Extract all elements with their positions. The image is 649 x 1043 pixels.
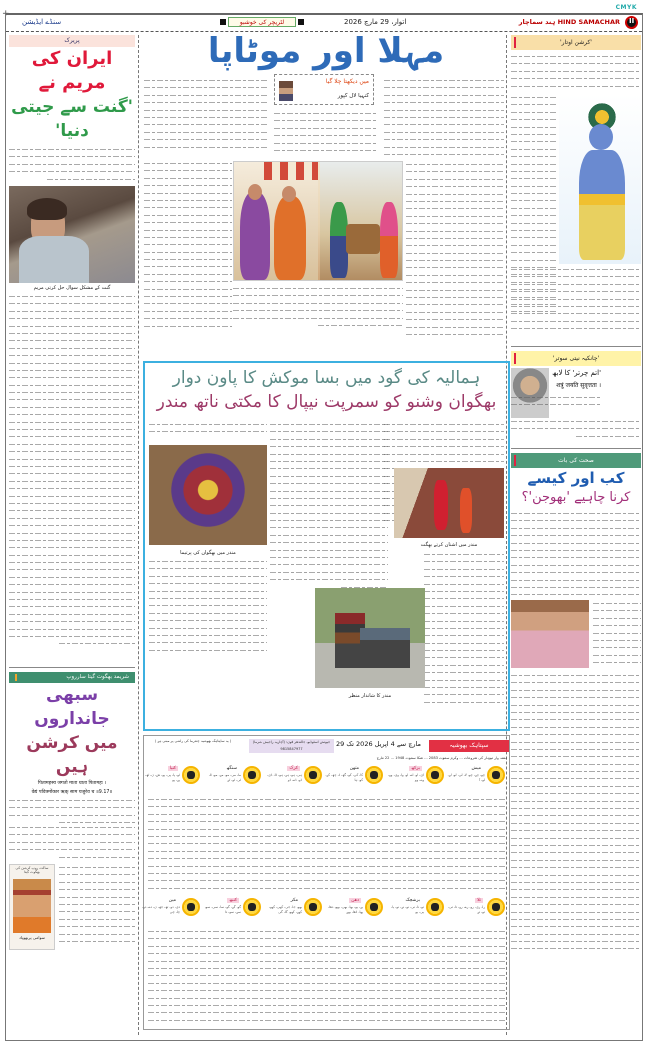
gita-commentary (59, 864, 135, 950)
crop-mark: + (2, 9, 10, 19)
krishna-body (511, 53, 641, 93)
newspaper-page (5, 13, 643, 1041)
logo-icon (625, 16, 638, 29)
sign-letters: ای، او، اے، او، وا، وی، وو، وے، وو (388, 773, 424, 782)
main-article-col-right (384, 77, 504, 159)
feature-body-left (149, 421, 267, 441)
chanakya-portrait (511, 368, 549, 418)
masthead (6, 15, 642, 32)
chanakya-meaning (511, 394, 601, 410)
issue-date: اتوار، 29 مارچ 2026 (344, 18, 407, 26)
health-tips-continued (511, 672, 641, 972)
gemini-icon (365, 766, 383, 784)
sign-letters: ٹو، پا، پی، پو، ش، ن، ٹھ، پے، پو (145, 773, 180, 782)
sign-letters: بھو، جا، جی، کھی، کھو، کھے، کھو، گا، گی (268, 905, 302, 914)
sign-name: میش (471, 766, 481, 771)
face (248, 184, 262, 200)
health-tips (593, 600, 641, 668)
scorpio-icon (426, 898, 444, 916)
health-body (511, 510, 641, 600)
sign-letters: دی، دو، تھ، جھ، ن، دے، دو، چا، چی (142, 905, 180, 914)
sanskrit-verse-2: वेद्यं पवित्रमोंकार ऋक् साम यजुरेव च ॥9.17॥ (31, 790, 113, 795)
brand-urdu: ہند سماچار (518, 18, 556, 26)
left-column (9, 35, 135, 954)
illustration-women-scenes (233, 161, 403, 281)
sign-letters: چو، چے، چو، لا، لی، لو، لے، لو، آ (447, 773, 485, 782)
virgo-icon (182, 766, 200, 784)
chanakya-quote-sanskrit: शत्रुं जयति सुवृत्तता । (556, 382, 601, 389)
main-headline: مہلا اور موٹاپا (207, 31, 445, 71)
horoscope-intro: ہفتہ وار تیوہار کی شروعات ... وکرم سموت 2083 ... شکا سموت 1948 ... 22 مارچ (376, 756, 507, 760)
cancer-icon (304, 766, 322, 784)
article-intro (9, 146, 135, 184)
sign-name: کنیا (169, 766, 176, 771)
chanakya-body (511, 418, 641, 442)
feature-headline-line1: ہمالیہ کی گود میں بسا موکش کا پاون دوار (172, 368, 481, 388)
main-article-col-far-left (144, 160, 232, 340)
feature-headline-line2: بھگوان وشنو کو سمرپت نیپال کا مکتی ناتھ مندر (156, 392, 497, 412)
horoscope-predictions-row1 (148, 796, 507, 891)
article-body (9, 293, 135, 663)
sign-letters: را، ری، رو، رے، رو، تا، تی، تو، تے (448, 905, 485, 914)
author-photo (279, 81, 293, 101)
gita-headline-line1: سبھی جانداروں (34, 685, 110, 729)
main-article-col-mid (274, 110, 378, 160)
woman-purple-sari (240, 192, 270, 280)
capricorn-icon (304, 898, 322, 916)
sign-name: سنگھ (226, 766, 237, 771)
horoscope-title: سپتاہک بھوشیہ (429, 740, 509, 752)
sign-letters: کا، کی، کو، گھ، ڈ، چھ، کے، کو، ہا (325, 773, 363, 782)
horoscope-date-range: 29 مارچ سے 4 اپریل 2026 تک (336, 740, 421, 748)
author-caption: سوامی پربھوپاد (19, 935, 45, 940)
krishna-section-label: 'کرشن اوتار' (511, 35, 641, 50)
main-article-col-left (144, 77, 269, 157)
nepal-temple-feature (143, 361, 510, 731)
leo-icon (243, 766, 261, 784)
gita-headline-line2: میں کرشن ہیں (26, 733, 118, 777)
sign-name: مکر (290, 898, 298, 903)
author-photo (13, 879, 51, 933)
feature-body-left2 (149, 558, 267, 668)
chanakya-section-label: 'چانکیہ نیتی سوتر' (511, 351, 641, 366)
sagittarius-icon (365, 898, 383, 916)
column-byline-box (274, 74, 374, 105)
weekly-horoscope (143, 735, 510, 1030)
sign-name: برکھ (411, 766, 420, 771)
face (282, 186, 296, 202)
print-color-mark: CMYK (615, 4, 637, 11)
sign-letters: یے، یو، بھا، بھی، بھو، دھا، پھا، ڈھا، بھے (327, 905, 363, 914)
sanskrit-verse-1: पितामहस्य जगतो माता धाता पितामहः । (37, 781, 107, 786)
column-divider (138, 35, 139, 1035)
author-box-title: ساکت روپ کرشن کی بھگوت گیتا (15, 866, 49, 874)
sign-name: کرک (289, 766, 298, 771)
sign-name: متھن (349, 766, 359, 771)
brand-english: HIND SAMACHAR (557, 18, 620, 26)
pisces-icon (182, 898, 200, 916)
sign-name: مین (168, 898, 176, 903)
photo-temple-pagoda (315, 588, 425, 688)
astrologer-contact: (آچاریہ راجیش شرما) جیوتش اسٹوڈیو، جالندھر فون: 9815847977 (249, 739, 334, 753)
author-photo-box (9, 864, 55, 950)
sign-letters: گو، گے، گو، سا، سی، سو، سے، سو، دا (204, 905, 241, 914)
caption-deity: مندر میں بھگوان کی پرتیما (180, 550, 236, 556)
krishna-illustration (559, 94, 641, 264)
aries-icon (487, 766, 505, 784)
feature-body-right2 (424, 551, 504, 726)
gita-meaning (9, 824, 135, 864)
photo-maryam-at-board (9, 186, 135, 283)
sign-letters: ما، می، مو، مے، مو، ٹا، ٹی، ٹو، ٹے (208, 773, 241, 782)
sign-name: برشچک (405, 898, 420, 903)
section-tag: لٹریچر کی خوشبو (228, 17, 296, 27)
photo-deity-idols (149, 445, 267, 545)
taurus-icon (426, 766, 444, 784)
article-headline-line2: 'گنت سے جیتی دنیا' (11, 97, 133, 141)
photo-boy-praying (511, 600, 589, 668)
photo-caption: گنت کے مشکل سوال حل کرتی مریم (33, 285, 111, 291)
main-article-bottom (233, 285, 403, 335)
column-title: میں دیکھتا چلا گیا (325, 78, 369, 85)
woman-pink-top (380, 202, 398, 278)
sign-name: دھن (351, 898, 359, 903)
kicker-label: پریرک (9, 35, 135, 47)
health-headline-line1: کب اور کیسے (527, 469, 625, 487)
sign-letters: تو، نا، نی، نو، نے، نو، یا، یی، یو (391, 905, 424, 914)
edition-label: سنڈے ایڈیشن (22, 18, 62, 26)
brand-name (519, 18, 620, 26)
chanakya-quote-urdu: 'اتم چرتر' کا لابھ (552, 369, 601, 377)
photo-devotees-bathing (394, 468, 504, 538)
sign-letters: ہی، ہو، ہے، ہو، ڈا، ڈی، ڈو، ڈے، ڈو (267, 773, 302, 782)
right-column (511, 35, 641, 972)
article-headline-line1: ایران کی مریم نے (31, 48, 113, 93)
woman-orange-sari (274, 196, 306, 280)
sign-name: کنبھ (229, 898, 237, 903)
cart-potatoes (346, 224, 380, 254)
author-name: کنہیا لال کپور (337, 93, 369, 99)
horoscope-predictions-row2 (148, 928, 507, 1026)
aquarius-icon (243, 898, 261, 916)
health-headline-line2: کرنا چاہیے 'بھوجن'؟ (521, 490, 631, 505)
libra-icon (487, 898, 505, 916)
gita-translation (9, 797, 135, 824)
krishna-body-3 (511, 266, 641, 340)
sign-name: تلا (477, 898, 481, 903)
horoscope-note: ( یہ ساپتاہک بھوشیہ چندرما کی راشی پر مبنی ہے ) (154, 739, 232, 743)
health-section-label: صحت کی بات (511, 453, 641, 468)
caption-devotees: مندر میں اشنان کرتے بھگت (420, 542, 478, 548)
main-article-col-right2 (406, 161, 504, 356)
gita-section-label: شریمد بھگوت گیتا سارروپ (9, 672, 135, 683)
caption-temple: مندر کا شاندار منظر (348, 693, 392, 699)
